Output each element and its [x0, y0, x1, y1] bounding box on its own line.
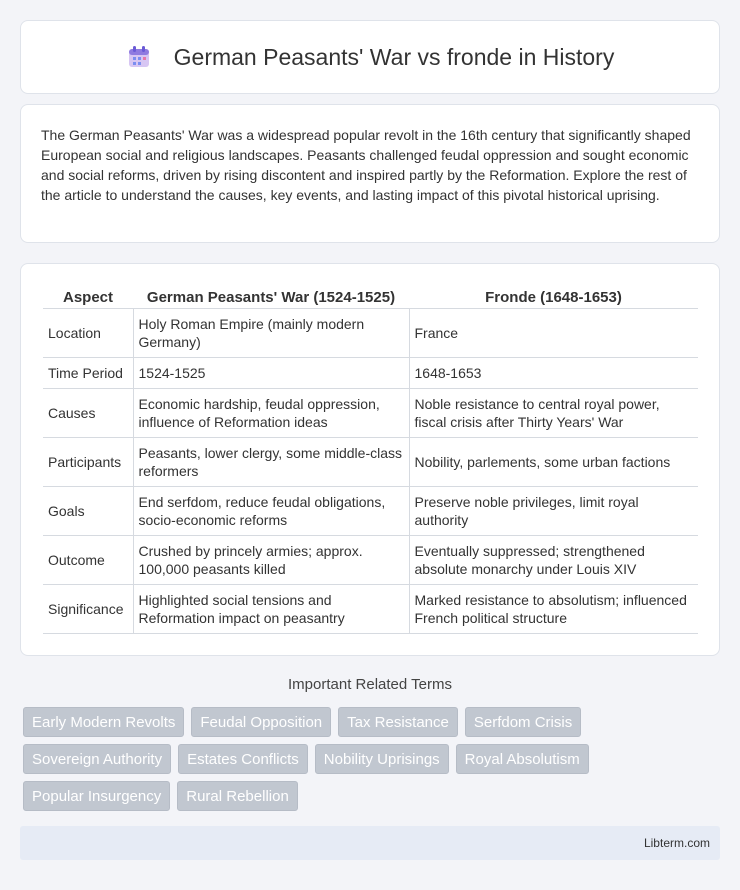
row-fronde: Eventually suppressed; strengthened absolute monarchy under Louis XIV — [409, 535, 698, 584]
row-aspect: Participants — [43, 437, 133, 486]
related-term-tag[interactable]: Early Modern Revolts — [23, 707, 184, 737]
related-term-tag[interactable]: Nobility Uprisings — [315, 744, 449, 774]
row-fronde: 1648-1653 — [409, 357, 698, 388]
comparison-card — [20, 263, 720, 656]
row-german-peasants-war: Holy Roman Empire (mainly modern Germany) — [133, 308, 409, 357]
title-card — [20, 20, 720, 94]
row-aspect: Outcome — [43, 535, 133, 584]
header-aspect: Aspect — [43, 282, 133, 308]
related-term-tag[interactable]: Popular Insurgency — [23, 781, 170, 811]
row-fronde: Marked resistance to absolutism; influenced French political structure — [409, 584, 698, 633]
table-row — [43, 308, 698, 357]
row-german-peasants-war: Economic hardship, feudal oppression, influence of Reformation ideas — [133, 388, 409, 437]
table-row — [43, 486, 698, 535]
related-term-tag[interactable]: Feudal Opposition — [191, 707, 331, 737]
row-aspect: Goals — [43, 486, 133, 535]
footer-site-link[interactable]: Libterm.com — [643, 836, 710, 850]
related-term-tag[interactable]: Rural Rebellion — [177, 781, 298, 811]
row-fronde: France — [409, 308, 698, 357]
related-terms-heading: Important Related Terms — [288, 676, 452, 693]
related-terms-list — [23, 707, 623, 811]
table-row — [43, 357, 698, 388]
row-german-peasants-war: Crushed by princely armies; approx. 100,000 peasants killed — [133, 535, 409, 584]
table-header-row — [43, 282, 698, 308]
related-term-tag[interactable]: Sovereign Authority — [23, 744, 171, 774]
intro-card — [20, 104, 720, 243]
related-term-tag[interactable]: Tax Resistance — [338, 707, 458, 737]
row-german-peasants-war: Peasants, lower clergy, some middle-class reformers — [133, 437, 409, 486]
row-aspect: Causes — [43, 388, 133, 437]
row-german-peasants-war: Highlighted social tensions and Reformation impact on peasantry — [133, 584, 409, 633]
row-german-peasants-war: 1524-1525 — [133, 357, 409, 388]
table-row — [43, 388, 698, 437]
calendar-icon — [126, 44, 152, 70]
table-row — [43, 535, 698, 584]
related-term-tag[interactable]: Serfdom Crisis — [465, 707, 581, 737]
table-row — [43, 584, 698, 633]
related-term-tag[interactable]: Estates Conflicts — [178, 744, 308, 774]
header-german-peasants-war: German Peasants' War (1524-1525) — [133, 282, 409, 308]
intro-paragraph: The German Peasants' War was a widespread popular revolt in the 16th century that significantly shaped European social and religious landscapes. Peasants challenged feudal oppression and sought economic and social reforms, driven by rising discontent and inspired partly by the Reformation. Explore the rest of the article to understand the causes, key events, and lasting impact of this pivotal historical uprising. — [41, 127, 691, 203]
table-row — [43, 437, 698, 486]
row-aspect: Significance — [43, 584, 133, 633]
row-aspect: Time Period — [43, 357, 133, 388]
page-title: German Peasants' War vs fronde in History — [173, 43, 615, 70]
row-german-peasants-war: End serfdom, reduce feudal obligations, socio-economic reforms — [133, 486, 409, 535]
related-term-tag[interactable]: Royal Absolutism — [456, 744, 589, 774]
row-fronde: Noble resistance to central royal power, fiscal crisis after Thirty Years' War — [409, 388, 698, 437]
row-fronde: Preserve noble privileges, limit royal authority — [409, 486, 698, 535]
footer — [20, 826, 720, 860]
row-aspect: Location — [43, 308, 133, 357]
row-fronde: Nobility, parlements, some urban factions — [409, 437, 698, 486]
header-fronde: Fronde (1648-1653) — [409, 282, 698, 308]
comparison-table — [43, 282, 698, 634]
